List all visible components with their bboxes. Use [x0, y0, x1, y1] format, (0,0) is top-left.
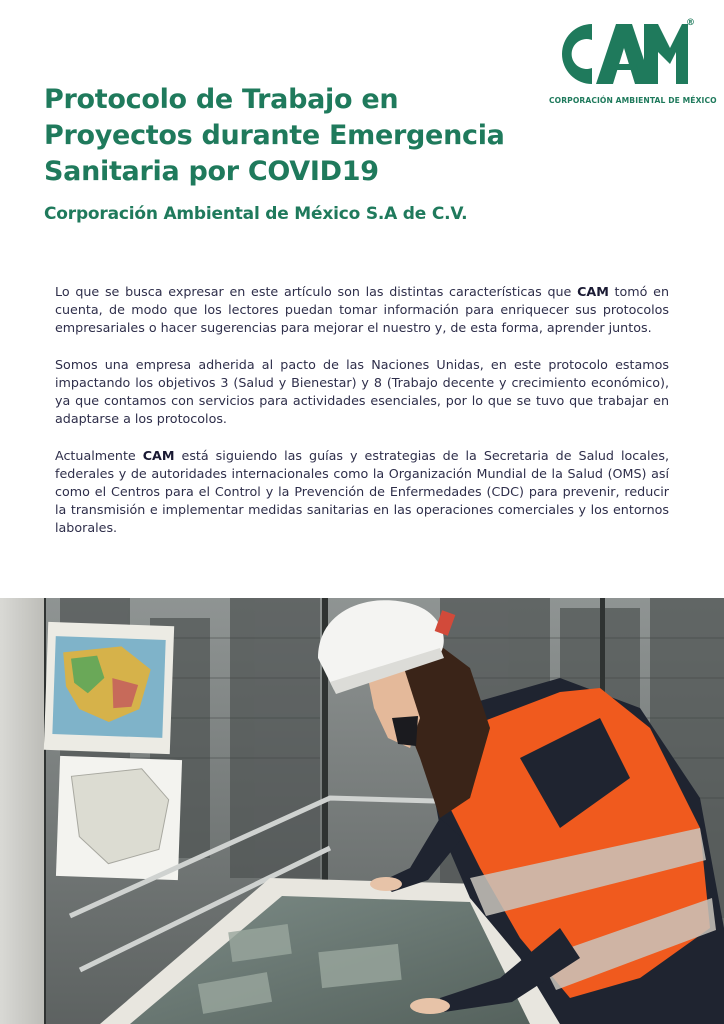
title-line-1: Protocolo de Trabajo en: [44, 84, 399, 115]
p3-text-before: Actualmente: [55, 448, 143, 463]
document-subtitle: Corporación Ambiental de México S.A de C.V.: [44, 204, 468, 224]
logo-tagline: CORPORACIÓN AMBIENTAL DE MÉXICO: [549, 96, 717, 105]
article-body: [55, 283, 669, 556]
photo-illustration: [0, 598, 724, 1024]
document-title: [44, 82, 564, 190]
paragraph-2: Somos una empresa adherida al pacto de las Naciones Unidas, en este protocolo estamos impactando los objetivos 3 (Salud y Bienestar) y 8 (Trabajo decente y crecimiento económico), ya que contamos con servicios para actividades esenciales, por lo que se tuvo que trabajar en adaptarse a los protocolos.: [55, 357, 669, 426]
title-line-2: Proyectos durante Emergencia: [44, 120, 505, 151]
p1-text-before: Lo que se busca expresar en este artículo son las distintas características que: [55, 284, 578, 299]
company-logo: [548, 18, 717, 108]
p1-bold-cam: CAM: [577, 284, 609, 299]
p1-text-after: tomó en cuenta, de modo que los lectores puedan tomar información para enriquecer sus protocolos empresariales o hacer sugerencias para mejorar el nuestro y, de esta forma, aprender juntos.: [55, 284, 669, 335]
registered-mark: ®: [686, 18, 695, 28]
p3-bold-cam: CAM: [142, 448, 175, 463]
title-line-3: Sanitaria por COVID19: [44, 156, 379, 187]
p3-text-after: está siguiendo las guías y estrategias de la Secretaria de Salud locales, federales y de autoridades internacionales como la Organización Mundial de la Salud (OMS) así como el Centros para el Control y la Prevención de Enfermedades (CDC) para prevenir, reducir la transmisión e implementar medidas sanitarias en las operaciones comerciales y los entornos laborales.: [55, 448, 669, 535]
paragraph-1: [55, 283, 669, 337]
cam-logo-mark: [548, 18, 688, 90]
paragraph-3: [55, 447, 669, 537]
worker-reviewing-map-photo: [0, 598, 724, 1024]
